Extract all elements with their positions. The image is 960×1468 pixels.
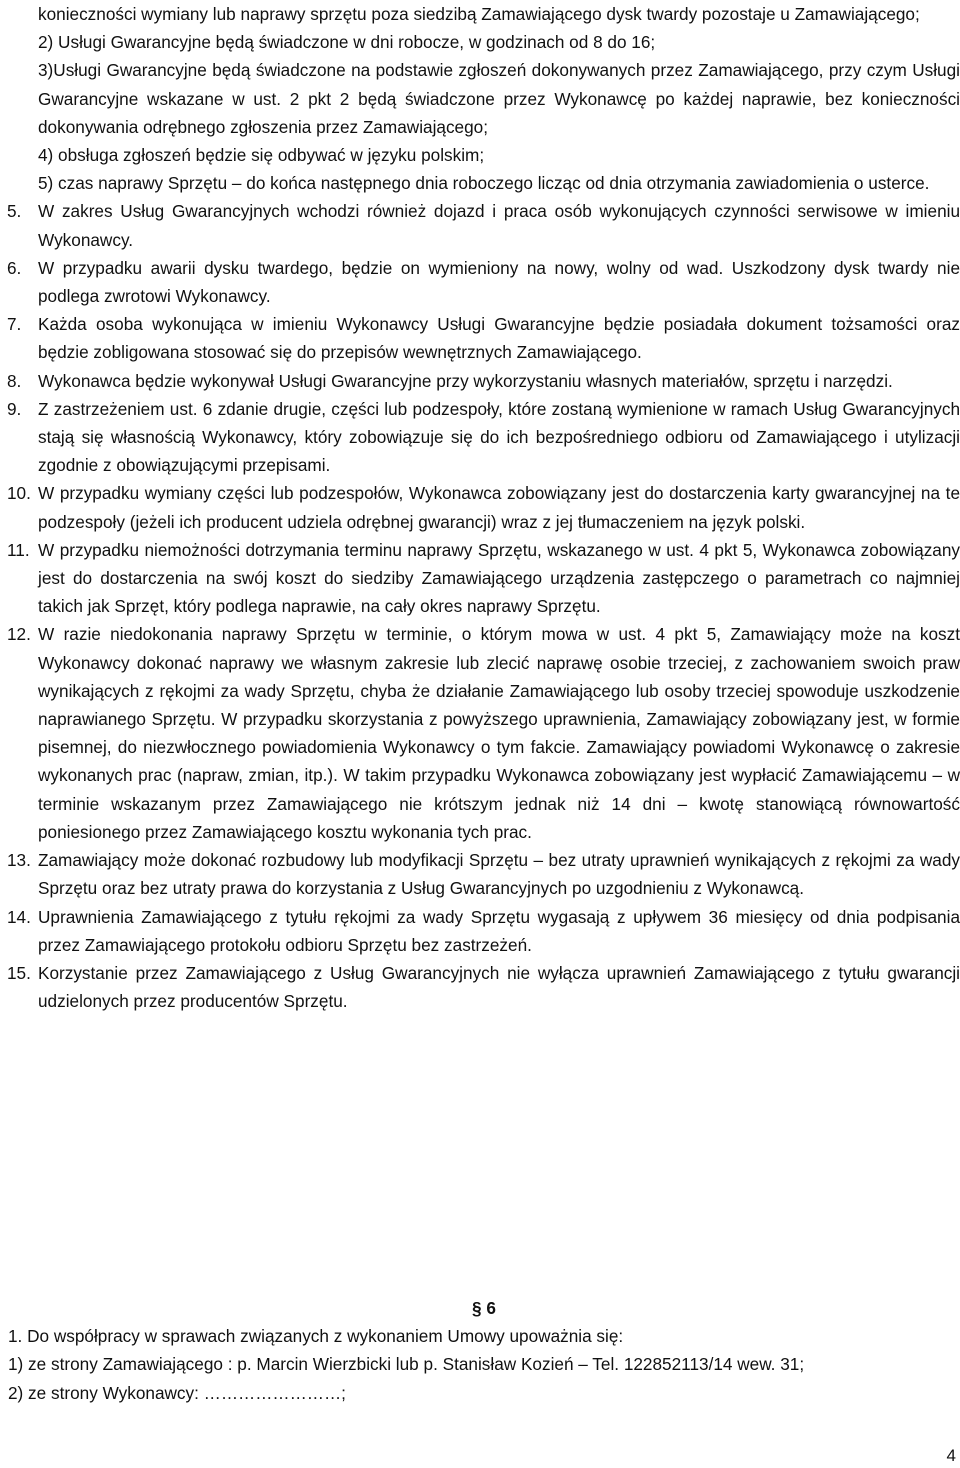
- list-item-number: 10.: [7, 483, 31, 504]
- list-item-number: 13.: [7, 850, 31, 871]
- list-item-text: W przypadku wymiany części lub podzespołów, Wykonawca zobowiązany jest do dostarczenia karty gwarancyjnej na te podzespoły (jeżeli ich producent udziela odrębnej gwarancji) wraz z jej tłumaczeniem na język polski.: [38, 483, 960, 532]
- list-item-text: W przypadku niemożności dotrzymania terminu naprawy Sprzętu, wskazanego w ust. 4 pkt 5, Wykonawca zobowiązany jest do dostarczenia na swój koszt do siedziby Zamawiającego urządzenia zastępczego o parametrach co najmniej takich jak Sprzęt, który podlega naprawie, na cały okres naprawy Sprzętu.: [38, 539, 960, 617]
- list-item-number: 9.: [7, 398, 22, 419]
- list-item-number: 7.: [7, 314, 22, 335]
- intro-point-3: 3)Usługi Gwarancyjne będą świadczone na podstawie zgłoszeń dokonywanych przez Zamawiającego, przy czym Usługi Gwarancyjne wskazane w ust. 2 pkt 2 będą świadczone przez Wykonawcę po każdej naprawie, bez konieczności dokonywania odrębnego zgłoszenia przez Zamawiającego;: [38, 60, 960, 137]
- list-item-number: 11.: [7, 539, 30, 560]
- list-item: [7, 479, 960, 535]
- list-item: [7, 846, 960, 902]
- list-item: [7, 620, 960, 846]
- list-item: [7, 310, 960, 366]
- list-item: [7, 903, 960, 959]
- list-item-text: W zakres Usług Gwarancyjnych wchodzi również dojazd i praca osób wykonujących czynności serwisowe w imieniu Wykonawcy.: [38, 201, 960, 250]
- section-title: § 6: [472, 1298, 496, 1318]
- page-number: 4: [946, 1446, 956, 1465]
- list-item-text: Korzystanie przez Zamawiającego z Usług Gwarancyjnych nie wyłącza uprawnień Zamawiającego z tytułu gwarancji udzielonych przez producentów Sprzętu.: [38, 962, 960, 1012]
- document-body: [7, 0, 960, 1015]
- intro-continuation: konieczności wymiany lub naprawy sprzętu poza siedzibą Zamawiającego dysk twardy pozostaje u Zamawiającego;: [38, 4, 920, 24]
- list-item-number: 12.: [7, 624, 31, 645]
- list-item-text: Uprawnienia Zamawiającego z tytułu rękojmi za wady Sprzętu wygasają z upływem 36 miesięcy od dnia podpisania przez Zamawiającego protokołu odbioru Sprzętu bez zastrzeżeń.: [38, 906, 960, 955]
- intro-point-4: 4) obsługa zgłoszeń będzie się odbywać w języku polskim;: [38, 145, 485, 166]
- list-item-text: W przypadku awarii dysku twardego, będzie on wymieniony na nowy, wolny od wad. Uszkodzony dysk twardy nie podlega zwrotowi Wykonawcy.: [38, 257, 960, 307]
- list-item-text: Wykonawca będzie wykonywał Usługi Gwarancyjne przy wykorzystaniu własnych materiałów, sprzętu i narzędzi.: [38, 370, 893, 391]
- list-item: [7, 367, 960, 395]
- intro-point-2: 2) Usługi Gwarancyjne będą świadczone w dni robocze, w godzinach od 8 do 16;: [38, 32, 656, 53]
- section-contact-contractor: 2) ze strony Wykonawcy: ……………………;: [8, 1382, 346, 1403]
- list-item-text: W razie niedokonania naprawy Sprzętu w terminie, o którym mowa w ust. 4 pkt 5, Zamawiający może na koszt Wykonawcy dokonać naprawy we własnym zakresie lub zlecić naprawę osobie trzeciej, z zachowaniem swoich praw wynikających z rękojmi za wady Sprzętu, chyba że działanie Zamawiającego lub osoby trzeciej spowoduje uszkodzenie naprawianego Sprzętu. W przypadku skorzystania z powyższego uprawnienia, Zamawiający zobowiązany jest, w formie pisemnej, do niezwłocznego powiadomienia Wykonawcy o tym fakcie. Zamawiający powiadomi Wykonawcę o zakresie wykonanych prac (napraw, zmian, itp.). W takim przypadku Wykonawca zobowiązany jest wypłacić Zamawiającemu – w terminie wskazanym przez Zamawiającego nie krótszym jednak niż 14 dni – kwotę stanowiącą równowartość poniesionego przez Zamawiającego kosztu wykonania tych prac.: [38, 624, 960, 842]
- intro-point-5: 5) czas naprawy Sprzętu – do końca następnego dnia roboczego licząc od dnia otrzymania zawiadomienia o usterce.: [38, 173, 930, 194]
- list-item: [7, 536, 960, 621]
- list-item-text: Z zastrzeżeniem ust. 6 zdanie drugie, części lub podzespoły, które zostaną wymienione w ramach Usług Gwarancyjnych stają się własnością Wykonawcy, który zobowiązuje się do ich bezpośredniego odbioru od Zamawiającego i utylizacji zgodnie z obowiązującymi przepisami.: [38, 398, 960, 476]
- list-item-number: 14.: [7, 906, 31, 927]
- list-item: [7, 959, 960, 1015]
- list-item-number: 15.: [7, 962, 31, 983]
- section-6: [8, 1294, 960, 1407]
- list-item: [7, 197, 960, 253]
- list-item-number: 6.: [7, 257, 22, 278]
- list-item: [7, 395, 960, 480]
- list-item-text: Zamawiający może dokonać rozbudowy lub modyfikacji Sprzętu – bez utraty uprawnień wynikających z rękojmi za wady Sprzętu oraz bez utraty prawa do korzystania z Usług Gwarancyjnych po uzgodnieniu z Wykonawcą.: [38, 850, 960, 899]
- section-contact-orderer: 1) ze strony Zamawiającego : p. Marcin Wierzbicki lub p. Stanisław Kozień – Tel. 122852113/14 wew. 31;: [8, 1354, 805, 1375]
- section-point-1: 1. Do współpracy w sprawach związanych z wykonaniem Umowy upoważnia się:: [8, 1326, 624, 1347]
- list-item-number: 8.: [7, 370, 22, 391]
- list-item: [7, 254, 960, 310]
- list-item-number: 5.: [7, 201, 22, 222]
- list-item-text: Każda osoba wykonująca w imieniu Wykonawcy Usługi Gwarancyjne będzie posiadała dokument tożsamości oraz będzie zobligowana stosować się do przepisów wewnętrznych Zamawiającego.: [38, 314, 960, 363]
